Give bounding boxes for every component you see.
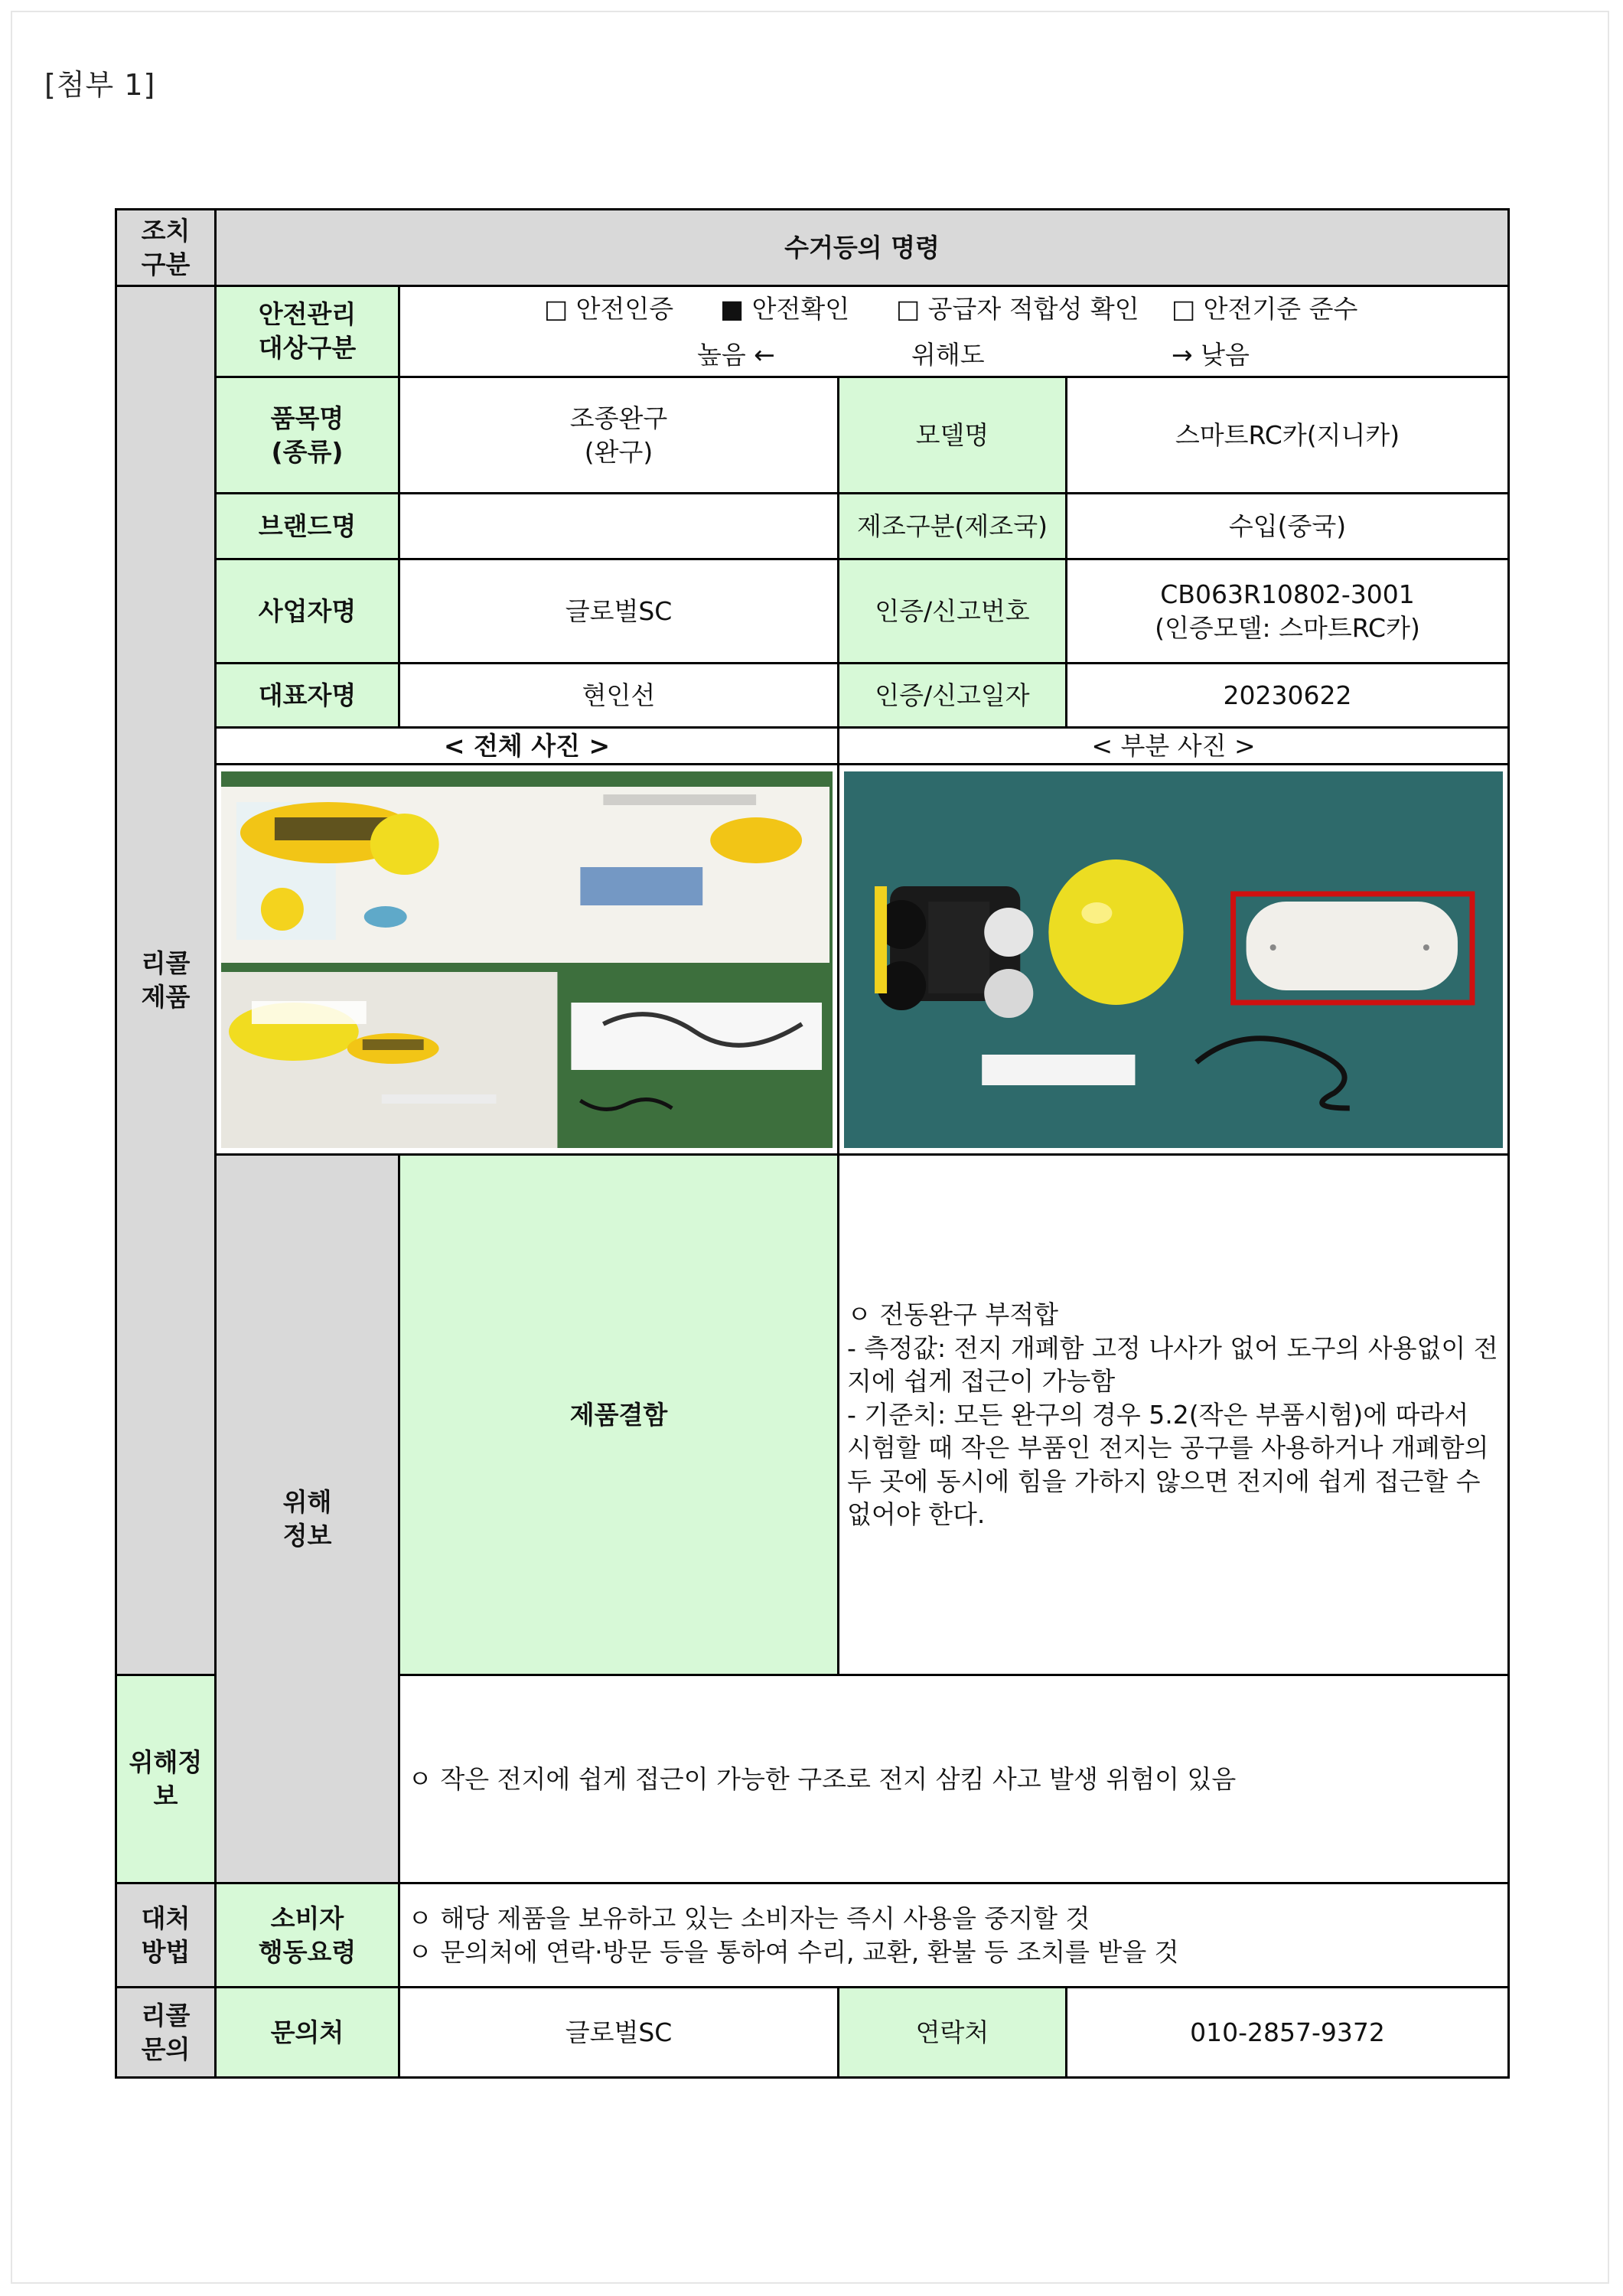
action-category-label: 조치 구분: [116, 210, 216, 286]
model-name-value: 스마트RC카(지니카): [1067, 377, 1509, 494]
business-name-label: 사업자명: [216, 559, 399, 664]
hazard-scale-high: 높음 ←: [697, 340, 775, 370]
defect-line-2: - 측정값: 전지 개폐함 고정 나사가 없어 도구의 사용없이 전지에 쉽게 접근이 가능함: [847, 1332, 1498, 1397]
safety-row: [116, 286, 1509, 377]
phone-label: 연락처: [839, 1988, 1067, 2078]
item-name-label: 품목명 (종류): [216, 377, 399, 494]
safety-option-4: □ 안전기준 준수: [1172, 294, 1358, 324]
cert-number-value: CB063R10802-3001 (인증모델: 스마트RC카): [1067, 559, 1509, 664]
defect-line-1: ㅇ 전동완구 부적합: [847, 1300, 1059, 1330]
full-product-photo-image: [221, 771, 833, 1148]
phone-value: 010-2857-9372: [1067, 1988, 1509, 2078]
manufacture-type-label: 제조구분(제조국): [839, 494, 1067, 559]
full-photo-cell: [216, 765, 839, 1155]
recall-inquiry-section-label: 리콜 문의: [116, 1988, 216, 2078]
consumer-action-label: 소비자 행동요령: [216, 1883, 399, 1988]
partial-photo-caption: < 부분 사진 >: [839, 728, 1509, 765]
defect-line-3: - 기준치: 모든 완구의 경우 5.2(작은 부품시험)에 따라서 시험할 때 작은 부품인 전지는 공구를 사용하거나 개폐함의 두 곳에 동시에 힘을 가하지 않으면 전지에 쉽게 접근할 수 없어야 한다.: [847, 1399, 1489, 1530]
inquiry-contact-label: 문의처: [216, 1988, 399, 2078]
hazard-info-label: 위해정보: [116, 1675, 216, 1883]
item-name-value: 조종완구 (완구): [399, 377, 839, 494]
consumer-line-1: ㅇ 해당 제품을 보유하고 있는 소비자는 즉시 사용을 중지할 것: [408, 1903, 1090, 1933]
recall-product-section-label: 리콜 제품: [116, 286, 216, 1675]
representative-value: 현인선: [399, 664, 839, 728]
partial-product-photo: [844, 771, 1503, 1148]
brand-name-label: 브랜드명: [216, 494, 399, 559]
product-defect-label: 제품결함: [399, 1155, 839, 1675]
cert-date-value: 20230622: [1067, 664, 1509, 728]
safety-option-3: □ 공급자 적합성 확인: [896, 294, 1139, 324]
manufacture-type-value: 수입(중국): [1067, 494, 1509, 559]
safety-category-label: 안전관리 대상구분: [216, 286, 399, 377]
hazard-scale-low: → 낮음: [1172, 340, 1250, 370]
safety-option-2: ■ 안전확인: [720, 294, 850, 324]
hazard-info-section-label: 위해 정보: [216, 1155, 399, 1883]
recall-table: [115, 208, 1510, 2079]
full-product-photo: [221, 771, 833, 1148]
partial-product-photo-image: [844, 771, 1503, 1148]
cert-number-label: 인증/신고번호: [839, 559, 1067, 664]
representative-label: 대표자명: [216, 664, 399, 728]
brand-name-value: [399, 494, 839, 559]
business-name-value: 글로벌SC: [399, 559, 839, 664]
hazard-scale-label: 위해도: [911, 340, 985, 370]
model-name-label: 모델명: [839, 377, 1067, 494]
safety-option-1: □ 안전인증: [544, 294, 674, 324]
countermeasure-section-label: 대처 방법: [116, 1883, 216, 1988]
partial-photo-cell: [839, 765, 1509, 1155]
inquiry-contact-value: 글로벌SC: [399, 1988, 839, 2078]
page-title: 수거등의 명령: [216, 210, 1509, 286]
full-photo-caption: < 전체 사진 >: [216, 728, 839, 765]
safety-category-value: [399, 286, 1509, 377]
attachment-label: [첨부 1]: [44, 68, 156, 102]
cert-date-label: 인증/신고일자: [839, 664, 1067, 728]
product-defect-value: [839, 1155, 1509, 1675]
consumer-action-value: [399, 1883, 1509, 1988]
consumer-line-2: ㅇ 문의처에 연락·방문 등을 통하여 수리, 교환, 환불 등 조치를 받을 것: [408, 1936, 1179, 1967]
hazard-info-value: ㅇ 작은 전지에 쉽게 접근이 가능한 구조로 전지 삼킴 사고 발생 위험이 있음: [399, 1675, 1509, 1883]
